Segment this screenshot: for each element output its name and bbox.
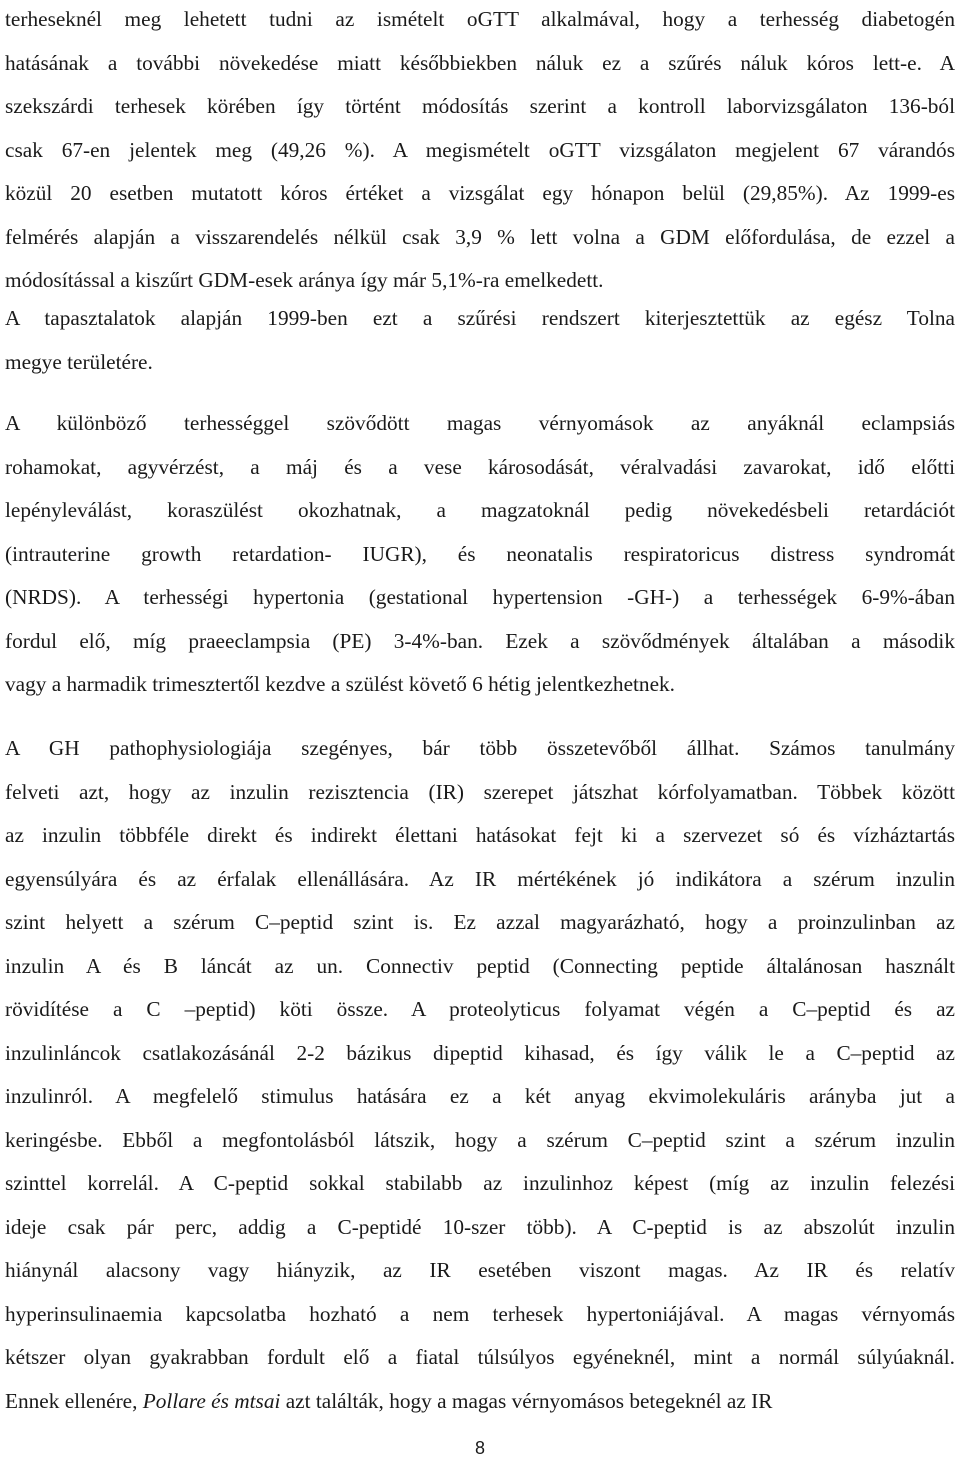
paragraph-ogtt-results <box>5 0 955 303</box>
text-line: keringésbe. Ebből a megfontolásból látszik, hogy a szérum C–peptid szint a szérum inzulin <box>5 1127 955 1152</box>
text-line: megye területére. <box>5 349 153 374</box>
text-line: ideje csak pár perc, addig a C-peptidé 10-szer több). A C-peptid is az abszolút inzulin <box>5 1214 955 1239</box>
text-line: inzulinláncok csatlakozásánál 2-2 bázikus dipeptid kihasad, és így válik le a C–peptid az <box>5 1040 955 1065</box>
text-line: szint helyett a szérum C–peptid szint is. Ez azzal magyarázható, hogy a proinzulinban az <box>5 910 955 934</box>
text-line: egyensúlyára és az érfalak ellenállására. Az IR mértékének jó indikátora a szérum inzulin <box>5 866 955 891</box>
text-line: hatásának a további növekedése miatt későbbiekben náluk ez a szűrés náluk kóros lett-e. A <box>5 50 955 75</box>
text-line: hiánynál alacsony vagy hiányzik, az IR esetében viszont magas. Az IR és relatív <box>5 1258 955 1282</box>
text-line: terheseknél meg lehetett tudni az ismételt oGTT alkalmával, hogy a terhesség diabetogén <box>5 7 955 31</box>
paragraph-gh-pathophysiology <box>5 727 955 1423</box>
text-line: kétszer olyan gyakrabban fordult elő a fiatal túlsúlyos egyéneknél, mint a normál súlyúaknál. <box>5 1345 955 1369</box>
paragraph-hypertension <box>5 402 955 707</box>
text-line: A különböző terhességgel szövődött magas vérnyomások az anyáknál eclampsiás <box>5 411 955 435</box>
text-line: csak 67-en jelentek meg (49,26 %). A megismételt oGTT vizsgálaton megjelent 67 várandós <box>5 137 955 162</box>
text-line: rohamokat, agyvérzést, a máj és a vese károsodását, véralvadási zavarokat, idő előtti <box>5 454 955 479</box>
text-line: fordul elő, míg praeeclampsia (PE) 3-4%-ban. Ezek a szövődmények általában a második <box>5 628 955 653</box>
text-fragment: azt találták, hogy a magas vérnyomásos betegeknél az IR <box>280 1388 773 1413</box>
text-line: módosítással a kiszűrt GDM-esek aránya így már 5,1%-ra emelkedett. <box>5 268 604 292</box>
text-line: rövidítése a C –peptid) köti össze. A proteolyticus folyamat végén a C–peptid és az <box>5 997 955 1021</box>
text-line: felmérés alapján a visszarendelés nélkül csak 3,9 % lett volna a GDM előfordulása, de ezzel a <box>5 224 955 249</box>
text-line: (intrauterine growth retardation- IUGR), és neonatalis respiratoricus distress syndromát <box>5 541 955 566</box>
text-line: az inzulin többféle direkt és indirekt élettani hatásokat fejt ki a szervezet só és vízháztartás <box>5 823 955 847</box>
text-line: inzulin A és B láncát az un. Connectiv peptid (Connecting peptide általánosan használt <box>5 953 955 978</box>
page-number: 8 <box>474 1438 485 1458</box>
text-line: inzulinról. A megfelelő stimulus hatására ez a két anyag ekvimolekuláris arányba jut a <box>5 1084 955 1108</box>
text-line: felveti azt, hogy az inzulin rezisztencia (IR) szerepet játszhat kórfolyamatban. Többek között <box>5 779 955 804</box>
text-fragment: Ennek ellenére, <box>5 1388 143 1413</box>
author-citation: Pollare és mtsai <box>142 1388 281 1413</box>
text-line: szinttel korrelál. A C-peptid sokkal stabilabb az inzulinhoz képest (míg az inzulin felezési <box>5 1171 955 1195</box>
paragraph-tolna-screening <box>5 297 955 384</box>
text-line: A GH pathophysiologiája szegényes, bár több összetevőből állhat. Számos tanulmány <box>5 736 955 760</box>
text-line: hyperinsulinaemia kapcsolatba hozható a nem terhesek hypertoniájával. A magas vérnyomás <box>5 1301 955 1326</box>
text-line: A tapasztalatok alapján 1999-ben ezt a szűrési rendszert kiterjesztettük az egész Tolna <box>5 306 955 330</box>
text-line: közül 20 esetben mutatott kóros értéket a vizsgálat egy hónapon belül (29,85%). Az 1999-es <box>5 181 955 205</box>
text-line: vagy a harmadik trimesztertől kezdve a szülést követő 6 hétig jelentkezhetnek. <box>5 672 676 696</box>
text-line: (NRDS). A terhességi hypertonia (gestational hypertension -GH-) a terhességek 6-9%-ában <box>5 585 955 609</box>
text-line: szekszárdi terhesek körében így történt módosítás szerint a kontroll laborvizsgálaton 136-ból <box>5 94 955 118</box>
text-line-with-citation <box>5 1380 955 1424</box>
text-line: lepényleválást, koraszülést okozhatnak, a magzatoknál pedig növekedésbeli retardációt <box>5 498 955 522</box>
